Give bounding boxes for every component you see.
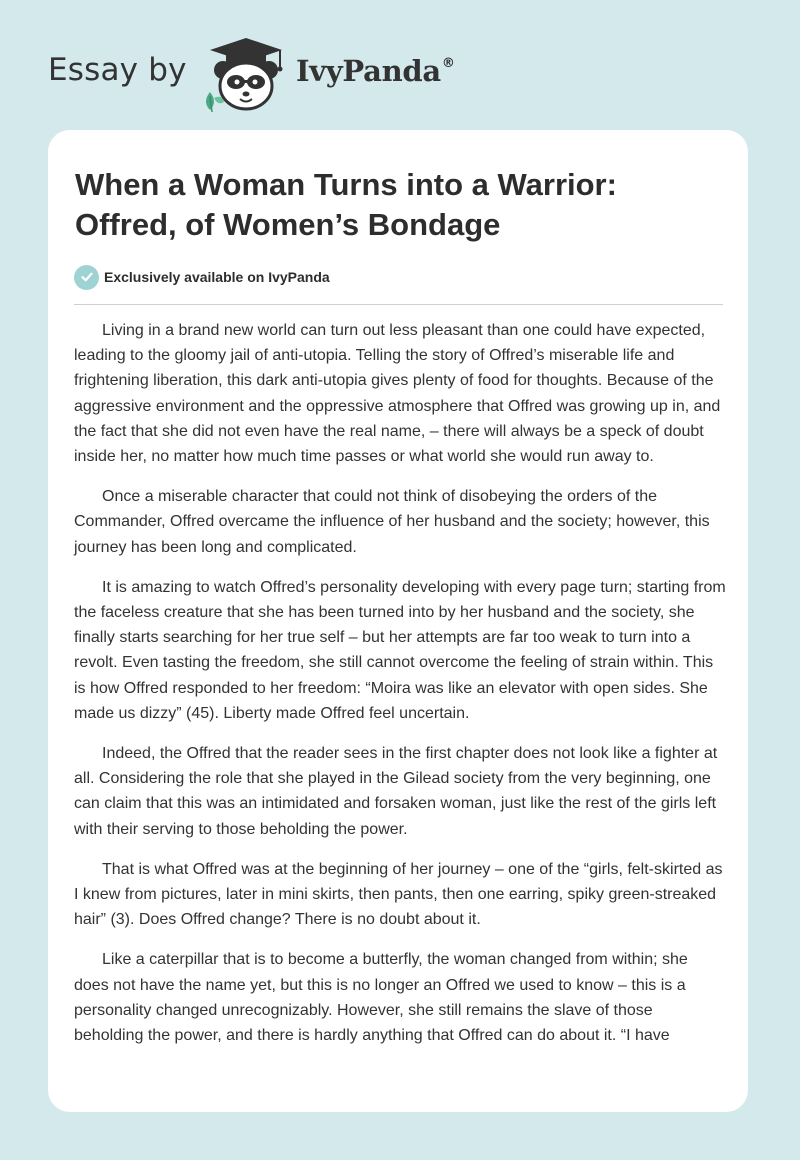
paragraph: Indeed, the Offred that the reader sees in the first chapter does not look like a fighter at all. Considering the role that she played in the Gilead society from the very beginning, one can claim that this was an intimidated and forsaken woman, just like the rest of the girls left with their serving to those beholding the power. — [74, 745, 718, 838]
paragraph: That is what Offred was at the beginning of her journey – one of the “girls, felt-skirted as I knew from pictures, later in mini skirts, then pants, then one earring, spiky green-streaked hair” (3). Does Offred change? There is no doubt about it. — [74, 860, 723, 929]
essay-card — [48, 130, 748, 1112]
paragraph: Like a caterpillar that is to become a butterfly, the woman changed from within; she does not have the name yet, but this is no longer an Offred we used to know – this is a personality changed unrecognizably. However, she still remains the slave of those beholding the power, and there is hardly anything that Offred can do about it. “I have — [74, 951, 688, 1045]
paragraph: Once a miserable character that could not think of disobeying the orders of the Commander, Offred overcame the influence of her husband and the society; however, this journey has been long and complicated. — [74, 488, 710, 556]
essay-by-label: Essay by — [48, 52, 187, 88]
essay-title: When a Woman Turns into a Warrior: Offred, of Women’s Bondage — [75, 167, 617, 242]
essay-body — [74, 318, 726, 1063]
panda-logo-icon[interactable] — [200, 36, 292, 112]
exclusive-badge — [74, 263, 330, 291]
check-circle-icon — [74, 265, 99, 290]
divider — [74, 304, 723, 305]
brand-name[interactable]: IvyPanda® — [296, 54, 455, 88]
badge-label: Exclusively available on IvyPanda — [104, 269, 330, 285]
paragraph: It is amazing to watch Offred’s personality developing with every page turn; starting from the faceless creature that she has been turned into by her husband and the society, she finally starts searching for her true self – but her attempts are far too weak to turn into a revolt. Even tasting the freedom, she still cannot overcome the feeling of strain within. This is how Offred responded to her freedom: “Moira was like an elevator with open sides. She made us dizzy” (45). Liberty made Offred feel uncertain. — [74, 578, 726, 722]
paragraph: Living in a brand new world can turn out less pleasant than one could have expected, leading to the gloomy jail of anti-utopia. Telling the story of Offred’s miserable life and frightening liberation, this dark anti-utopia gives plenty of food for thoughts. Because of the aggressive environment and the oppressive atmosphere that Offred was growing up in, and the fact that she did not even have the real name, – there will always be a speck of doubt inside her, no matter how much time passes or what world she would run away to. — [74, 322, 721, 466]
registered-mark: ® — [441, 56, 455, 71]
site-header — [0, 0, 800, 130]
